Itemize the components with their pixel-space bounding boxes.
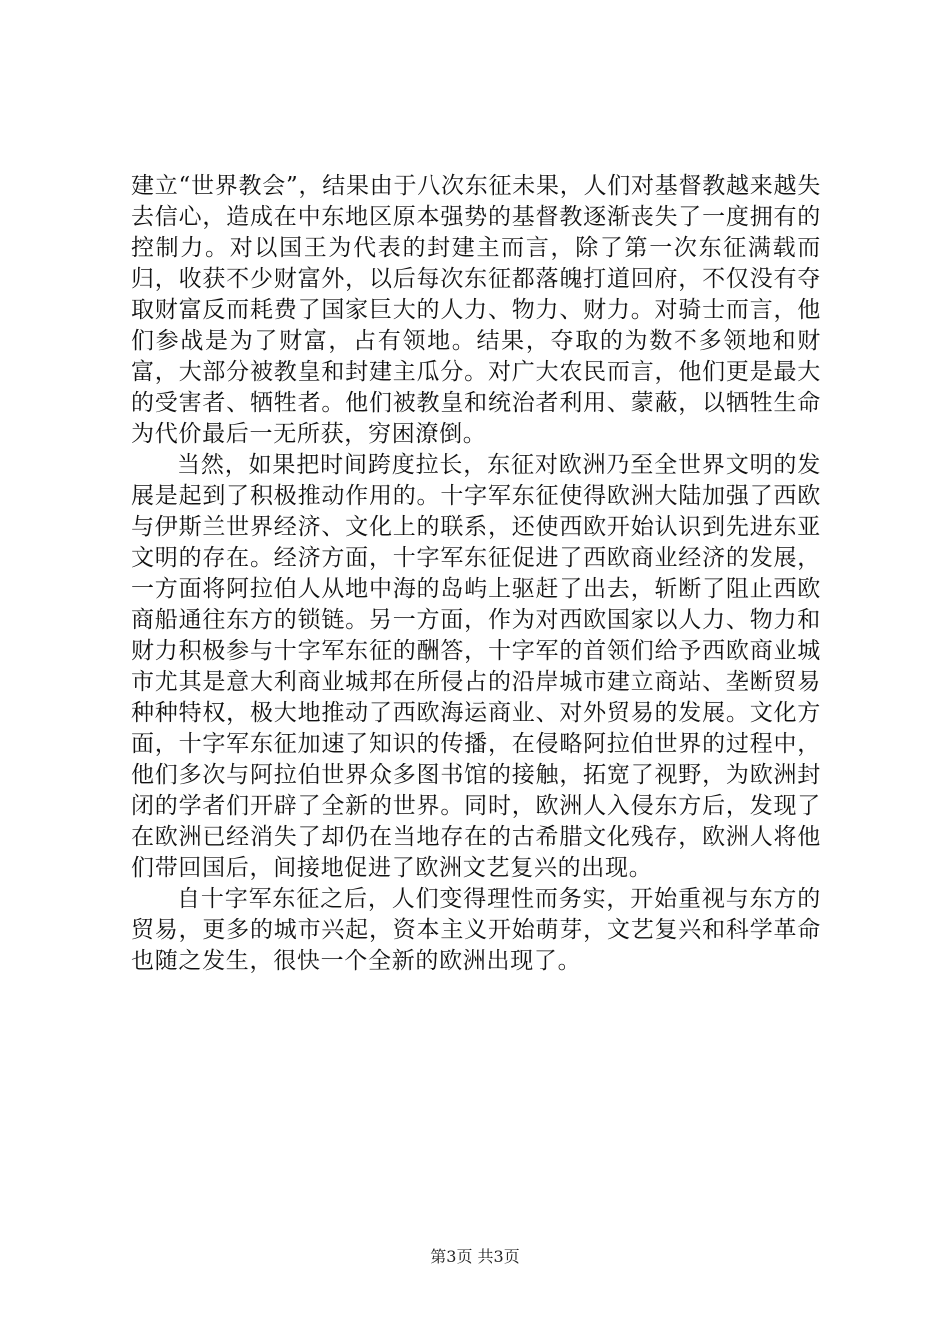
paragraph-1: 建立“世界教会”，结果由于八次东征未果，人们对基督教越来越失去信心，造成在中东地区原本强势的基督教逐渐丧失了一度拥有的控制力。对以国王为代表的封建主而言，除了第一次东征满载而归，收获不少财富外，以后每次东征都落魄打道回府，不仅没有夺取财富反而耗费了国家巨大的人力、物力、财力。对骑士而言，他们参战是为了财富，占有领地。结果，夺取的为数不多领地和财富，大部分被教皇和封建主瓜分。对广大农民而言，他们更是最大的受害者、牺牲者。他们被教皇和统治者利用、蒙蔽，以牺牲生命为代价最后一无所获，穷困潦倒。 <box>131 173 821 447</box>
paragraph-3: 自十字军东征之后，人们变得理性而务实，开始重视与东方的贸易，更多的城市兴起，资本主义开始萌芽，文艺复兴和科学革命也随之发生，很快一个全新的欧洲出现了。 <box>131 886 821 974</box>
page-footer: 第3页 共3页 <box>430 1247 520 1266</box>
paragraph-2: 当然，如果把时间跨度拉长，东征对欧洲乃至全世界文明的发展是起到了积极推动作用的。十字军东征使得欧洲大陆加强了西欧与伊斯兰世界经济、文化上的联系，还使西欧开始认识到先进东亚文明的存在。经济方面，十字军东征促进了西欧商业经济的发展，一方面将阿拉伯人从地中海的岛屿上驱赶了出去，斩断了阻止西欧商船通往东方的锁链。另一方面，作为对西欧国家以人力、物力和财力积极参与十字军东征的酬答，十字军的首领们给予西欧商业城市尤其是意大利商业城邦在所侵占的沿岸城市建立商站、垄断贸易种种特权，极大地推动了西欧海运商业、对外贸易的发展。文化方面，十字军东征加速了知识的传播，在侵略阿拉伯世界的过程中，他们多次与阿拉伯世界众多图书馆的接触，拓宽了视野，为欧洲封闭的学者们开辟了全新的世界。同时，欧洲人入侵东方后，发现了在欧洲已经消失了却仍在当地存在的古希腊文化残存，欧洲人将他们带回国后，间接地促进了欧洲文艺复兴的出现。 <box>131 452 821 881</box>
document-body <box>131 171 821 977</box>
